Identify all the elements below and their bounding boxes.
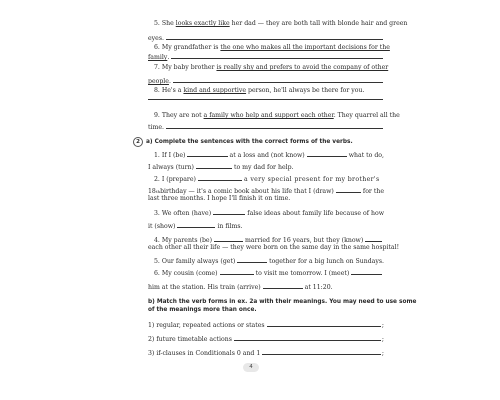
2a-item-2-line-3: last three months. I hope I'll finish it on time. xyxy=(148,195,291,202)
answer-blank[interactable] xyxy=(234,340,381,341)
2a-item-6-line-1: 6. My cousin (come) to visit me tomorrow. I (meet) xyxy=(148,270,384,278)
verb-blank[interactable] xyxy=(196,167,232,169)
item-9-line-2: time. xyxy=(148,124,384,132)
item-5-line-1: 5. She looks exactly like her dad — they are both tall with blonde hair and green xyxy=(154,20,408,27)
underlined-phrase: looks exactly like xyxy=(175,20,230,27)
answer-blank[interactable] xyxy=(171,58,383,59)
item-7-line-1: 7. My baby brother is really shy and prefers to avoid the company of other xyxy=(154,64,389,71)
underlined-phrase: the one who makes all the important decisions for the xyxy=(220,44,390,51)
answer-blank[interactable] xyxy=(148,99,383,100)
item-5-line-2: eyes. xyxy=(148,35,384,43)
item-8-line-2 xyxy=(148,99,384,102)
2a-item-3-line-1: 3. We often (have) false ideas about family life because of how xyxy=(154,210,384,217)
meaning-3: 3) if-clauses in Conditionals 0 and 1 ; xyxy=(148,350,384,357)
exercise-2a-heading: 2 a) Complete the sentences with the correct forms of the verbs. xyxy=(133,137,383,147)
verb-blank[interactable] xyxy=(365,240,382,242)
exercise-2b-heading-line-1: b) Match the verb forms in ex. 2a with their meanings. You may need to use some xyxy=(148,299,417,305)
verb-blank[interactable] xyxy=(213,213,245,215)
page-number: 4 xyxy=(243,363,259,372)
verb-blank[interactable] xyxy=(307,155,347,157)
meaning-2: 2) future timetable actions ; xyxy=(148,336,384,343)
item-6-line-1: 6. My grandfather is the one who makes all the important decisions for the xyxy=(154,44,390,51)
verb-blank[interactable] xyxy=(220,273,254,275)
2a-item-4-line-2: each other all their life — they were born on the same day in the same hospital! xyxy=(148,244,400,251)
exercise-2b-heading-line-2: of the meanings more than once. xyxy=(148,307,257,313)
answer-blank[interactable] xyxy=(267,326,381,327)
verb-blank[interactable] xyxy=(214,240,243,242)
underlined-phrase: a family who help and support each other xyxy=(203,112,334,119)
verb-blank[interactable] xyxy=(187,155,227,157)
2a-item-2-line-1: 2. I (prepare) a very special present for my brother's xyxy=(154,176,380,183)
answer-blank[interactable] xyxy=(173,82,383,83)
exercise-number-badge: 2 xyxy=(133,137,143,147)
answer-blank[interactable] xyxy=(166,39,383,40)
answer-blank[interactable] xyxy=(166,128,383,129)
verb-blank[interactable] xyxy=(263,287,303,289)
2a-item-1-line-2: I always (turn) to my dad for help. xyxy=(148,164,294,171)
2a-item-5-line-1: 5. Our family always (get) together for a big lunch on Sundays. xyxy=(154,258,384,265)
verb-blank[interactable] xyxy=(336,191,361,193)
item-9-line-1: 9. They are not a family who help and support each other. They quarrel all the xyxy=(154,112,400,119)
item-7-line-2: people . xyxy=(148,78,384,86)
item-8-line-1: 8. He's a kind and supportive person, he'll always be there for you. xyxy=(154,87,365,94)
2a-item-2-line-2: 18 th birthday — it's a comic book about his life that I (draw) for the xyxy=(148,188,384,195)
answer-blank[interactable] xyxy=(262,354,381,355)
item-6-line-2: family . xyxy=(148,54,384,62)
2a-item-1-line-1: 1. If I (be) at a loss and (not know) what to do, xyxy=(154,152,384,159)
2a-item-3-line-2: it (show) in films. xyxy=(148,223,243,230)
verb-blank[interactable] xyxy=(198,179,242,181)
underlined-phrase: kind and supportive xyxy=(183,87,247,94)
2a-item-6-line-2: him at the station. His train (arrive) at 11:20. xyxy=(148,284,333,291)
2a-item-4-line-1: 4. My parents (be) married for 16 years, but they (know) xyxy=(148,237,384,245)
verb-blank[interactable] xyxy=(237,261,267,263)
meaning-1: 1) regular, repeated actions or states ; xyxy=(148,322,384,329)
verb-blank[interactable] xyxy=(351,273,382,275)
verb-blank[interactable] xyxy=(177,226,215,228)
underlined-phrase: is really shy and prefers to avoid the company of other xyxy=(216,64,389,71)
